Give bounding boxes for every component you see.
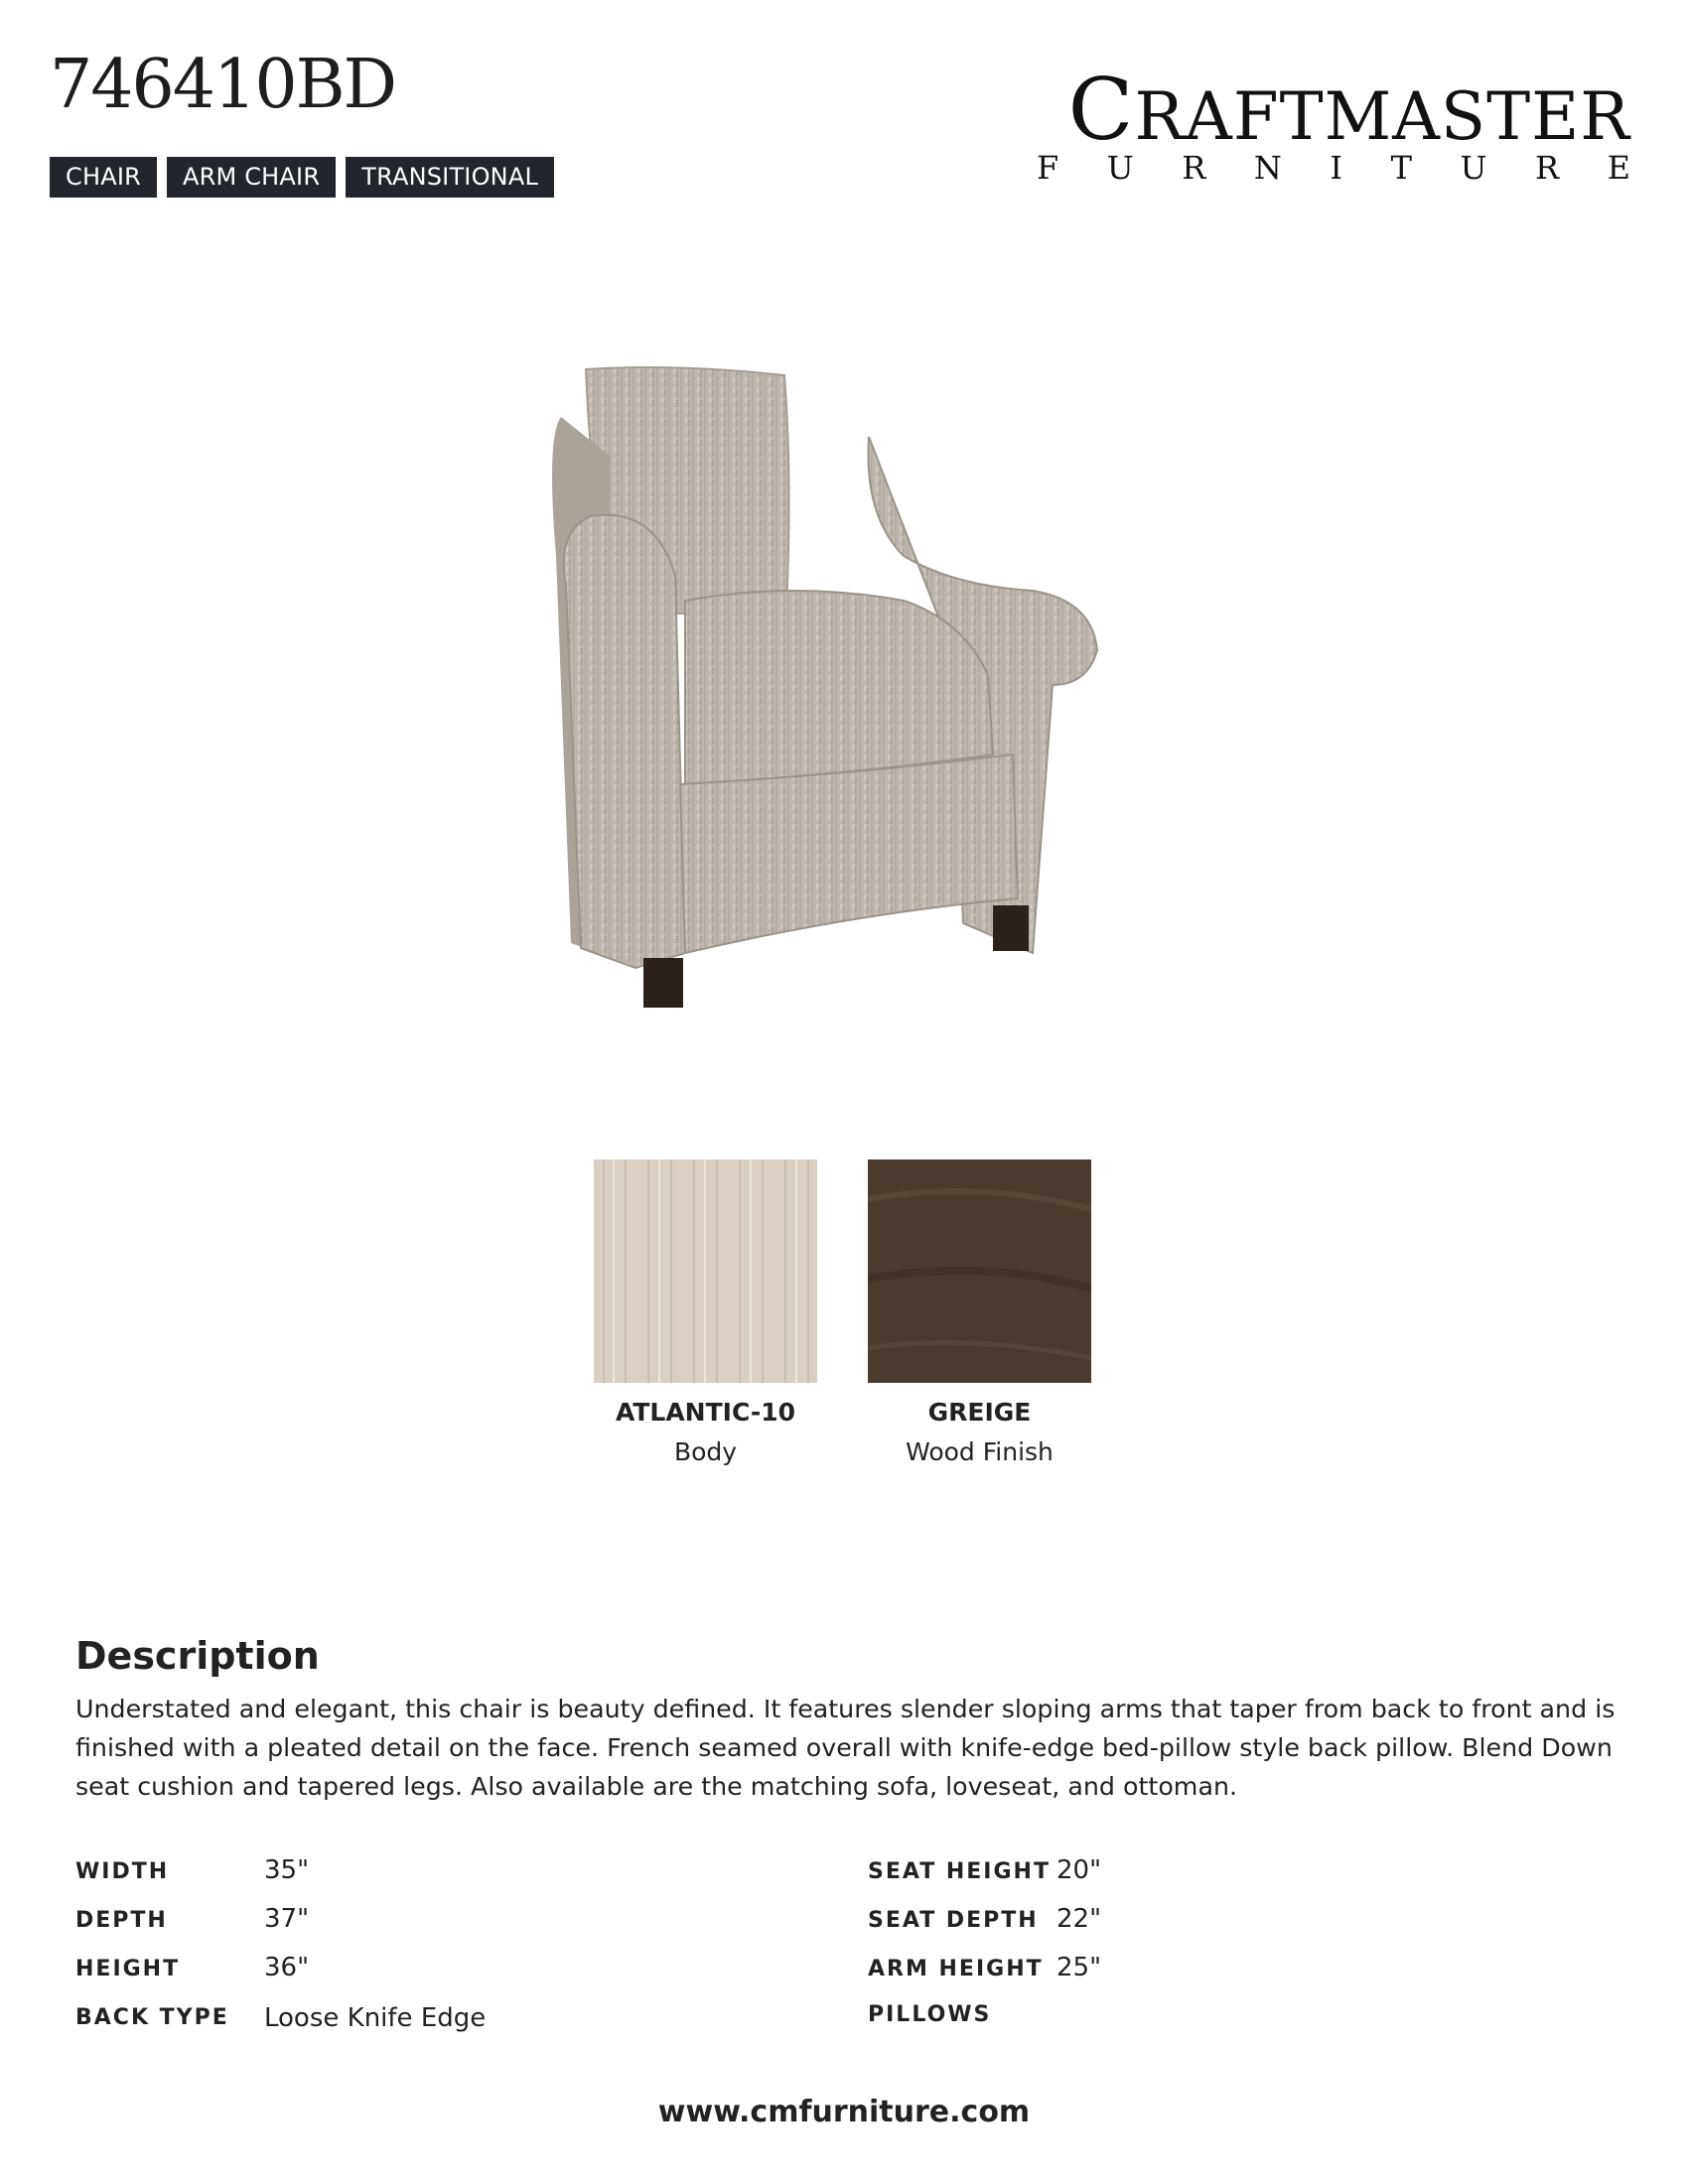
swatch-wood-image[interactable] (868, 1160, 1091, 1383)
swatch-body-name: ATLANTIC-10 (615, 1398, 796, 1427)
leg-front-right (993, 905, 1029, 951)
tag-arm-chair[interactable]: ARM CHAIR (167, 157, 336, 198)
brand-name: CRAFTMASTER (1067, 61, 1630, 160)
description-text: Understated and elegant, this chair is beauty defined. It features slender sloping arms that taper from back to front and is finished with a pleated detail on the face. French seamed overall with knife-edge bed-pillow style back pillow. Blend Down seat cushion and tapered legs. Also available are the matching sofa, loveseat, and ottoman. (75, 1695, 1616, 1801)
swatch-body-image[interactable] (594, 1160, 817, 1383)
product-image (536, 357, 1132, 1013)
brand-subtitle: F U R N I T U R E (1037, 149, 1630, 187)
left-arm-front (564, 515, 685, 968)
brand-logo (1023, 61, 1630, 187)
swatch-wood-role: Wood Finish (906, 1437, 1054, 1466)
category-tags (50, 157, 554, 198)
tag-transitional[interactable]: TRANSITIONAL (346, 157, 554, 198)
description-title: Description (75, 1634, 320, 1678)
fabric-texture (594, 1160, 817, 1383)
product-sku: 746410BD (50, 46, 396, 124)
website-link[interactable]: www.cmfurniture.com (657, 2095, 1031, 2129)
swatch-body-role: Body (673, 1437, 738, 1466)
leg-front-left (643, 958, 683, 1008)
swatch-wood-name: GREIGE (927, 1398, 1032, 1427)
tag-chair[interactable]: CHAIR (50, 157, 157, 198)
wood-texture (868, 1160, 1091, 1383)
